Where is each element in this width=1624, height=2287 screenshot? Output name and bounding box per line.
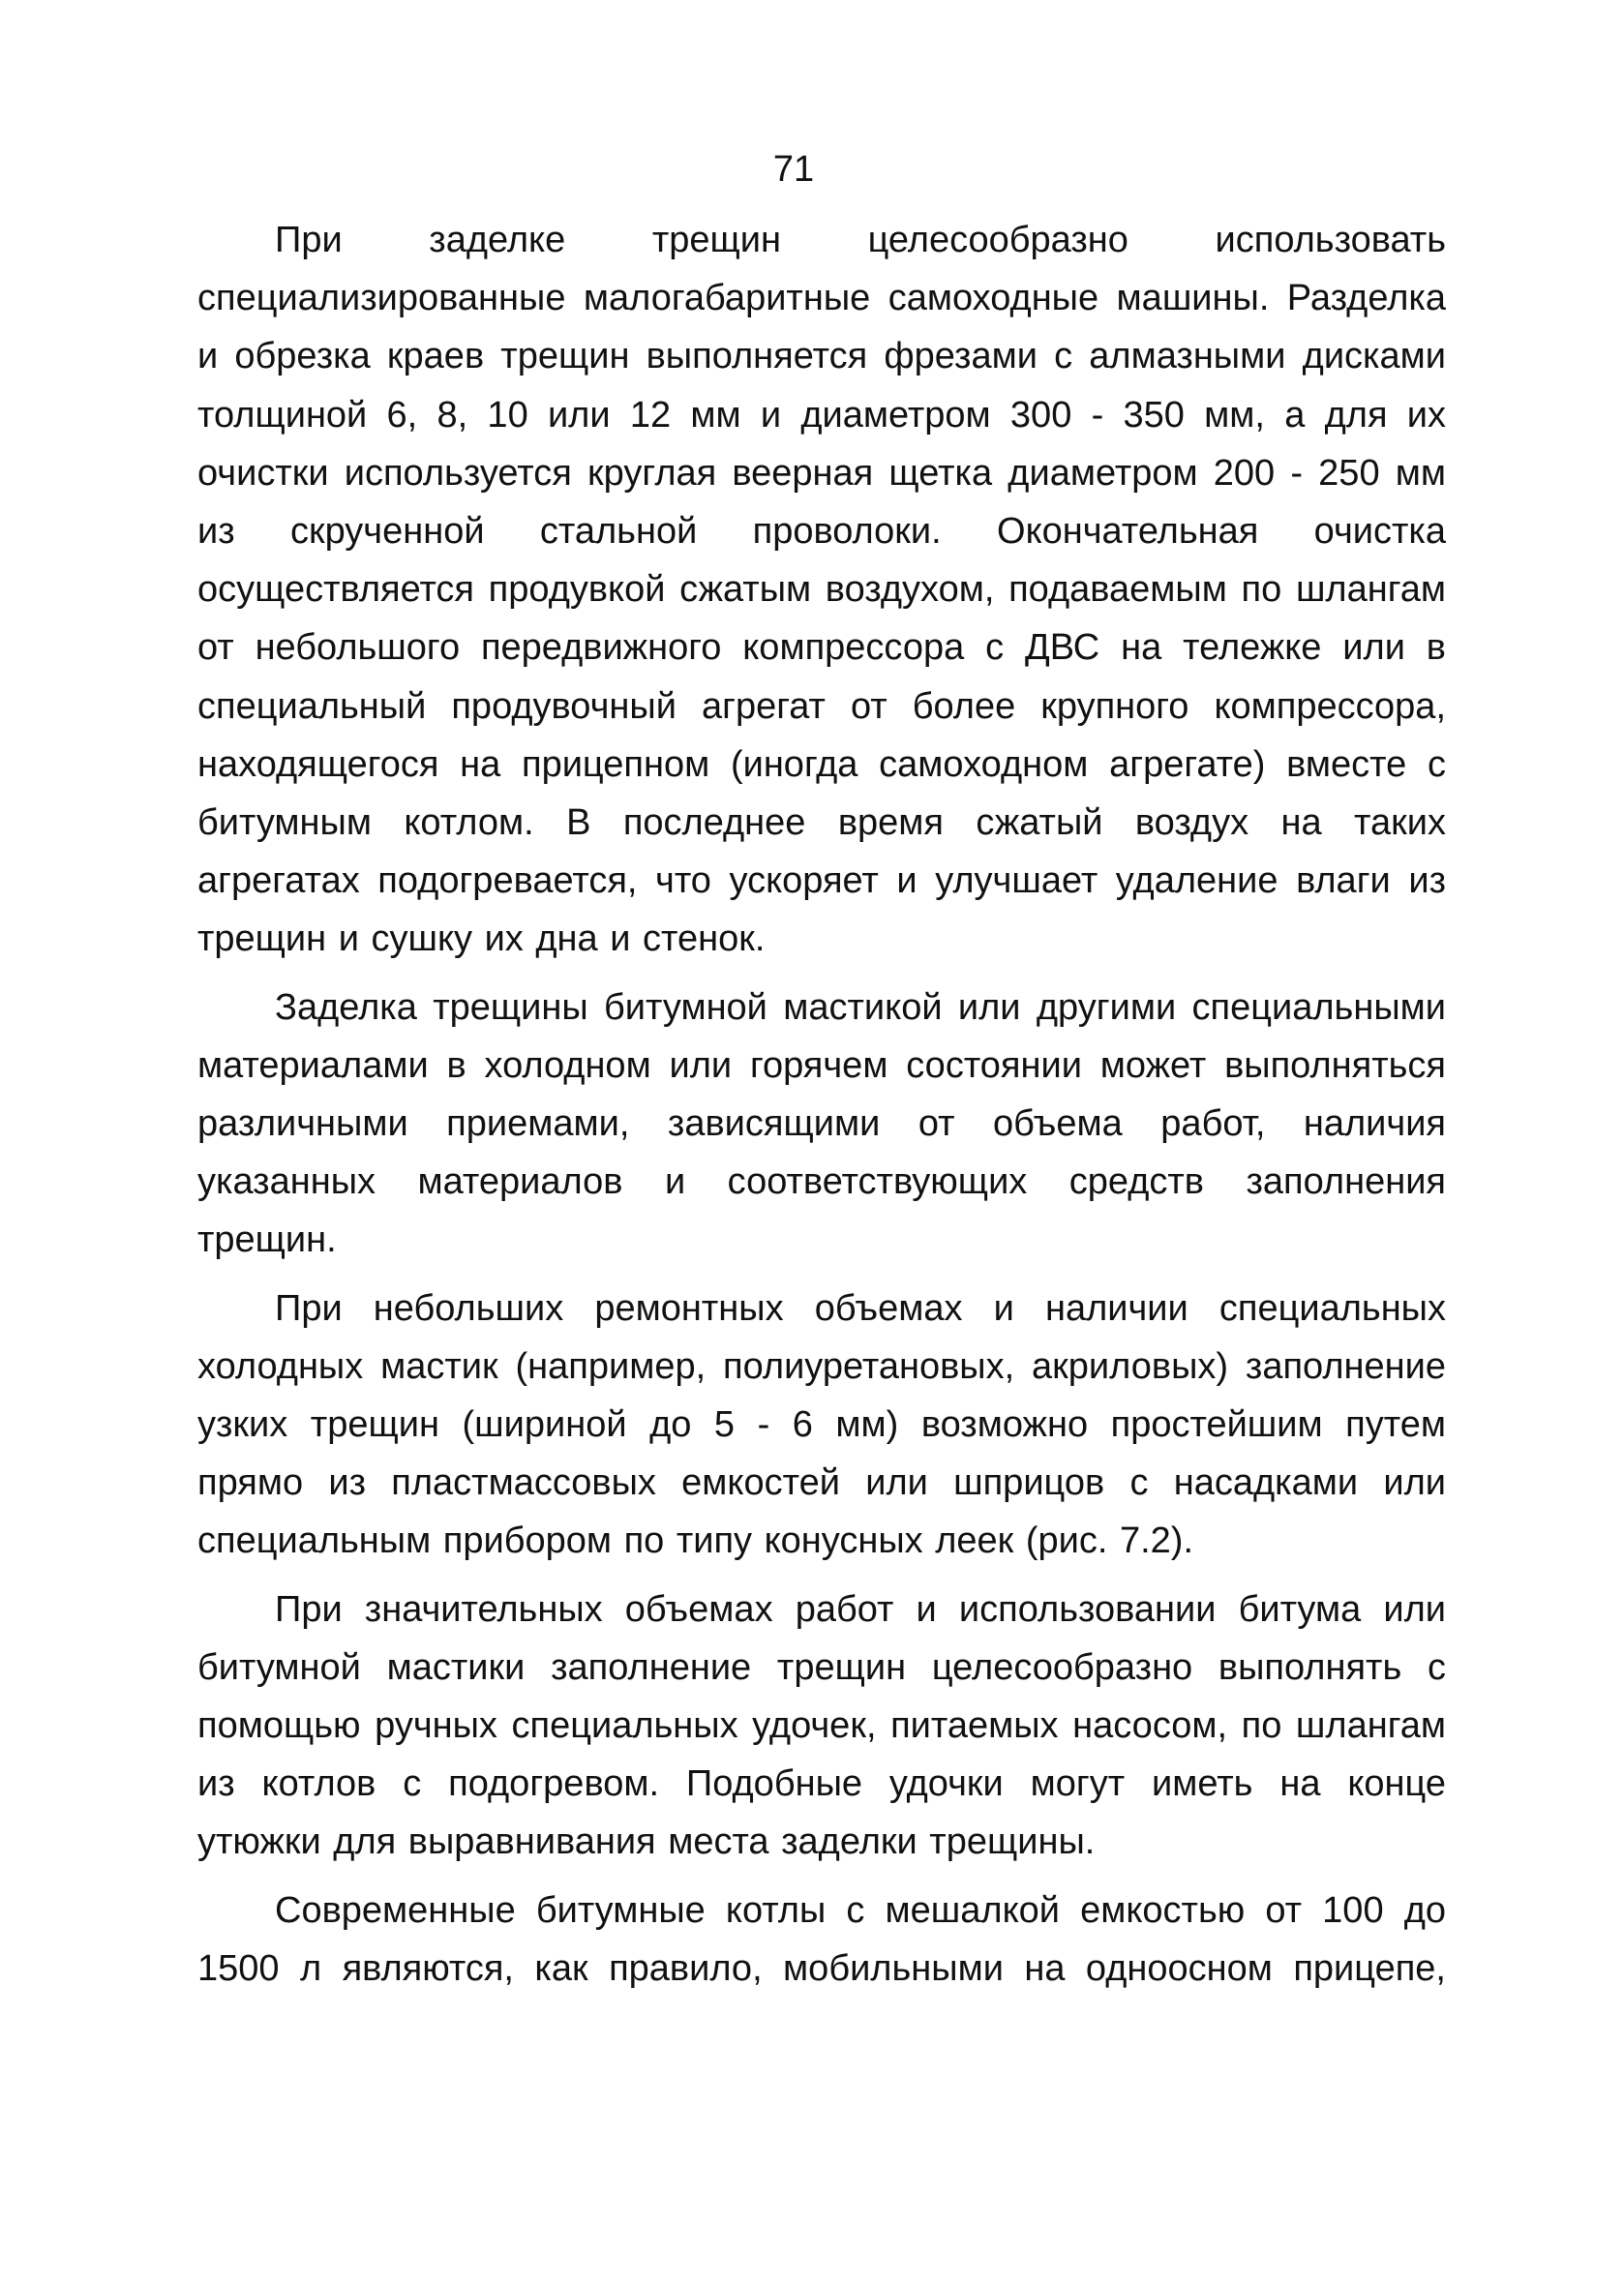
paragraph-small-volume-repairs: При небольших ремонтных объемах и наличии специальных холодных мастик (например, полиуретановых, акриловых) заполнение узких трещин (шириной до 5 - 6 мм) возможно простейшим путем прямо из пластмассовых емкостей или шприцов с насадками или специальным прибором по типу конусных леек (рис. 7.2). <box>197 1287 1446 1562</box>
page-number: 71 <box>772 149 815 190</box>
body-text <box>197 211 1446 1998</box>
paragraph-crack-repair-machines: При заделке трещин целесообразно использовать специализированные малогабаритные самоходные машины. Разделка и обрезка краев трещин выполняется фрезами с алмазными дисками толщиной 6, 8, 10 или 12 мм и диаметром 300 - 350 мм, а для их очистки используется круглая веерная щетка диаметром 200 - 250 мм из скрученной стальной проволоки. Окончательная очистка осуществляется продувкой сжатым воздухом, подаваемым по шлангам от небольшого передвижного компрессора с ДВС на тележке или в специальный продувочный агрегат от более крупного компрессора, находящегося на прицепном (иногда самоходном агрегате) вместе с битумным котлом. В последнее время сжатый воздух на таких агрегатах подогревается, что ускоряет и улучшает удаление влаги из трещин и сушку их дна и стенок. <box>197 220 1446 960</box>
paragraph-large-volume-works: При значительных объемах работ и использовании битума или битумной мастики заполнение трещин целесообразно выполнять с помощью ручных специальных удочек, питаемых насосом, по шлангам из котлов с подогревом. Подобные удочки могут иметь на конце утюжки для выравнивания места заделки трещины. <box>197 1588 1446 1863</box>
paragraph-bitumen-boilers: Современные битумные котлы с мешалкой емкостью от 100 до 1500 л являются, как правило, мобильными на одноосном прицепе, <box>197 1889 1446 1989</box>
paragraph-crack-sealing-methods: Заделка трещины битумной мастикой или другими специальными материалами в холодном или горячем состоянии может выполняться различными приемами, зависящими от объема работ, наличия указанных материалов и соответствующих средств заполнения трещин. <box>197 986 1446 1261</box>
